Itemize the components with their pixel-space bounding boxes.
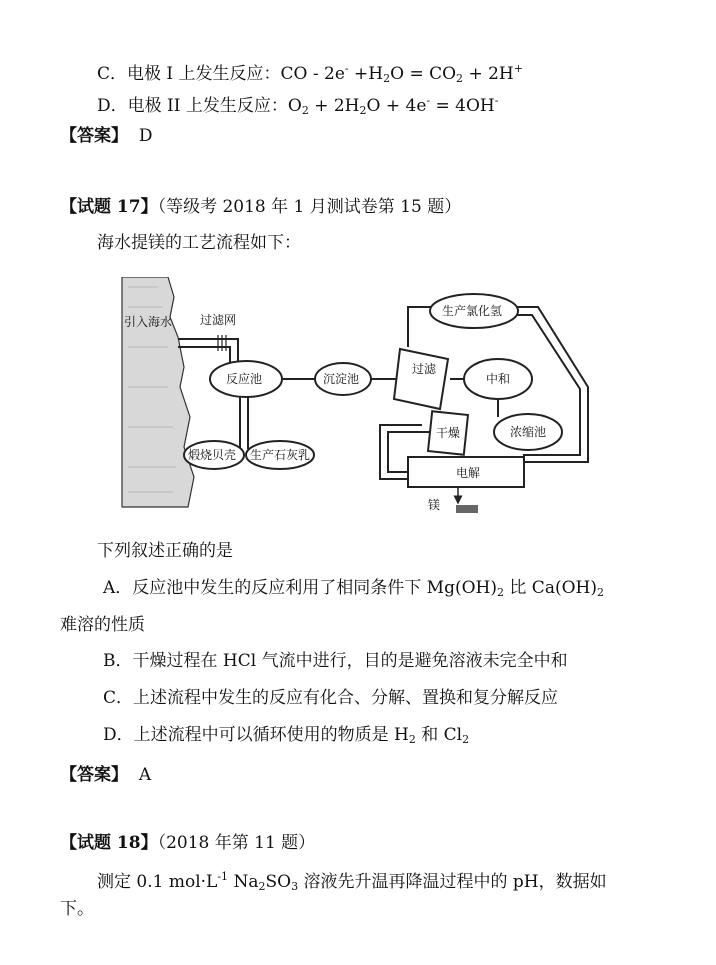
q17-option-b: B．干燥过程在 HCl 气流中进行，目的是避免溶液未完全中和 <box>103 651 568 671</box>
q16-option-d: D．电极 II 上发生反应：$O_2 + 2H_2O + 4e^- = 4OH^-$ <box>97 94 499 117</box>
hcl-label: 生产氯化氢 <box>442 304 503 318</box>
q17-option-a-cont: 难溶的性质 <box>60 615 145 635</box>
filter-label: 过滤 <box>412 362 437 376</box>
q17-option-a: A．反应池中发生的反应利用了相同条件下 $Mg(OH)_2$ 比 $Ca(OH)_2$ <box>103 578 604 599</box>
reactor-node <box>210 361 282 397</box>
sea-region <box>122 277 194 507</box>
lime-node <box>246 441 314 469</box>
dry-node <box>428 411 468 455</box>
q17-intro: 海水提镁的工艺流程如下： <box>97 233 301 253</box>
q16-option-c: C．电极 I 上发生反应：CO - $2e^- +H_2O = CO_2 + 2H^+$ <box>97 62 523 85</box>
filter-node <box>394 349 448 409</box>
calcine-label: 煅烧贝壳 <box>188 448 237 462</box>
filter-net-label: 过滤网 <box>200 313 237 327</box>
reactor-label: 反应池 <box>226 372 263 386</box>
q18-heading: 【试题 18】（2018 年第 11 题） <box>60 833 316 853</box>
neutralize-node <box>464 359 532 399</box>
q16-answer: 【答案】 D <box>60 126 153 146</box>
dry-label: 干燥 <box>436 426 461 440</box>
q17-answer: 【答案】 A <box>60 765 152 785</box>
neutralize-label: 中和 <box>486 372 511 386</box>
calcine-node <box>184 441 244 469</box>
seawater-label: 引入海水 <box>124 315 173 329</box>
electrolysis-node <box>408 457 524 487</box>
hcl-node <box>430 294 518 328</box>
process-flow-diagram <box>118 277 608 517</box>
q18-text-cont: 下。 <box>60 899 94 919</box>
q17-heading: 【试题 17】（等级考 2018 年 1 月测试卷第 15 题） <box>60 197 462 217</box>
concentrate-node <box>494 414 562 450</box>
q17-question: 下列叙述正确的是 <box>97 541 233 561</box>
concentrate-label: 浓缩池 <box>510 425 547 439</box>
q17-option-c: C．上述流程中发生的反应有化合、分解、置换和复分解反应 <box>103 688 559 708</box>
settling-label: 沉淀池 <box>323 372 360 386</box>
lime-label: 生产石灰乳 <box>250 448 311 462</box>
magnesium-label: 镁 <box>428 498 441 512</box>
electrolysis-label: 电解 <box>456 466 481 480</box>
q18-text: 测定 0.1 $mol\cdot L^{-1}$ $Na_2SO_3$ 溶液先升温再降温过程中的 pH，数据如 <box>97 870 607 893</box>
settling-node <box>315 363 371 395</box>
q17-option-d: D．上述流程中可以循环使用的物质是 $H_2$ 和 $Cl_2$ <box>103 725 470 746</box>
magnesium-block <box>456 505 478 513</box>
